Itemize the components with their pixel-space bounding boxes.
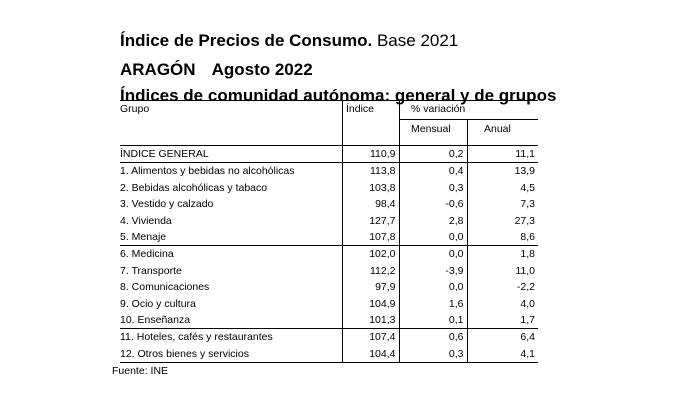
row-monthly: 0,0 bbox=[399, 279, 467, 295]
row-annual: 6,4 bbox=[467, 329, 538, 346]
col-header-annual: Anual bbox=[484, 123, 511, 135]
row-group: 2. Bebidas alcohólicas y tabaco bbox=[120, 181, 268, 194]
table-row bbox=[120, 163, 538, 180]
table-row bbox=[120, 263, 538, 279]
table-row bbox=[120, 213, 538, 229]
row-index: 103,8 bbox=[342, 180, 399, 196]
col-header-monthly: Mensual bbox=[411, 123, 451, 135]
row-group: 4. Vivienda bbox=[120, 214, 172, 227]
source-note: Fuente: INE bbox=[112, 365, 169, 377]
row-index: 104,4 bbox=[342, 346, 399, 363]
row-annual: 11,1 bbox=[467, 146, 538, 163]
row-monthly: 0,3 bbox=[399, 180, 467, 196]
row-index: 107,8 bbox=[342, 229, 399, 246]
row-index: 113,8 bbox=[342, 163, 399, 180]
table-row bbox=[120, 312, 538, 329]
table-row bbox=[120, 196, 538, 212]
row-group: 7. Transporte bbox=[120, 264, 182, 277]
row-monthly: 1,6 bbox=[399, 296, 467, 312]
row-annual: 13,9 bbox=[467, 163, 538, 180]
col-header-index: Índice bbox=[346, 103, 375, 115]
region-label: ARAGÓN bbox=[120, 60, 196, 79]
header-divider-annual bbox=[467, 119, 468, 146]
table-row bbox=[120, 296, 538, 312]
row-index: 110,9 bbox=[342, 146, 399, 163]
row-annual: 11,0 bbox=[467, 263, 538, 279]
row-annual: -2,2 bbox=[467, 279, 538, 295]
row-monthly: 0,0 bbox=[399, 246, 467, 263]
row-monthly: -0,6 bbox=[399, 196, 467, 212]
table-row bbox=[120, 146, 538, 163]
row-monthly: 0,2 bbox=[399, 146, 467, 163]
row-index: 112,2 bbox=[342, 263, 399, 279]
main-title-bold: Índice de Precios de Consumo. bbox=[120, 31, 373, 50]
row-group: 5. Menaje bbox=[120, 229, 342, 246]
row-annual: 7,3 bbox=[467, 196, 538, 212]
row-monthly: 0,0 bbox=[399, 229, 467, 246]
cpi-table bbox=[120, 146, 538, 363]
row-group: 11. Hoteles, cafés y restaurantes bbox=[120, 331, 273, 344]
row-annual: 1,8 bbox=[467, 246, 538, 263]
table-row bbox=[120, 279, 538, 295]
variation-underline bbox=[399, 119, 538, 120]
main-title bbox=[120, 30, 550, 52]
row-index: 127,7 bbox=[342, 213, 399, 229]
row-monthly: 0,1 bbox=[399, 312, 467, 329]
row-index: 101,3 bbox=[342, 312, 399, 329]
table-subtitle: Índices de comunidad autónoma: general y de grupos bbox=[120, 86, 557, 105]
main-title-base: Base 2021 bbox=[376, 31, 459, 50]
row-monthly: 0,4 bbox=[399, 163, 467, 180]
row-group: 3. Vestido y calzado bbox=[120, 198, 214, 211]
row-annual: 8,6 bbox=[467, 229, 538, 246]
row-group: ÍNDICE GENERAL bbox=[120, 146, 342, 163]
table-row bbox=[120, 246, 538, 263]
row-annual: 27,3 bbox=[467, 213, 538, 229]
row-index: 98,4 bbox=[342, 196, 399, 212]
row-monthly: -3,9 bbox=[399, 263, 467, 279]
row-group: 9. Ocio y cultura bbox=[120, 297, 196, 310]
table-row bbox=[120, 180, 538, 196]
row-index: 97,9 bbox=[342, 279, 399, 295]
table-row bbox=[120, 329, 538, 346]
row-annual: 4,5 bbox=[467, 180, 538, 196]
row-group: 10. Enseñanza bbox=[120, 312, 342, 329]
col-header-variation: % variación bbox=[411, 103, 466, 115]
period-label: Agosto 2022 bbox=[211, 60, 313, 79]
row-monthly: 2,8 bbox=[399, 213, 467, 229]
table-row bbox=[120, 346, 538, 363]
row-group: 1. Alimentos y bebidas no alcohólicas bbox=[120, 165, 295, 178]
title-block bbox=[120, 30, 557, 106]
header-rule bbox=[120, 100, 538, 101]
row-index: 102,0 bbox=[342, 246, 399, 263]
row-group: 6. Medicina bbox=[120, 248, 174, 261]
row-annual: 4,0 bbox=[467, 296, 538, 312]
row-annual: 1,7 bbox=[467, 312, 538, 329]
col-header-group: Grupo bbox=[120, 103, 150, 115]
row-index: 107,4 bbox=[342, 329, 399, 346]
row-group: 8. Comunicaciones bbox=[120, 281, 210, 294]
row-annual: 4,1 bbox=[467, 346, 538, 363]
row-group: 12. Otros bienes y servicios bbox=[120, 346, 342, 363]
region-period bbox=[120, 59, 550, 81]
table-row bbox=[120, 229, 538, 246]
row-index: 104,9 bbox=[342, 296, 399, 312]
header-divider-variation bbox=[399, 101, 400, 146]
row-monthly: 0,6 bbox=[399, 329, 467, 346]
row-monthly: 0,3 bbox=[399, 346, 467, 363]
header-divider-index bbox=[342, 101, 343, 146]
